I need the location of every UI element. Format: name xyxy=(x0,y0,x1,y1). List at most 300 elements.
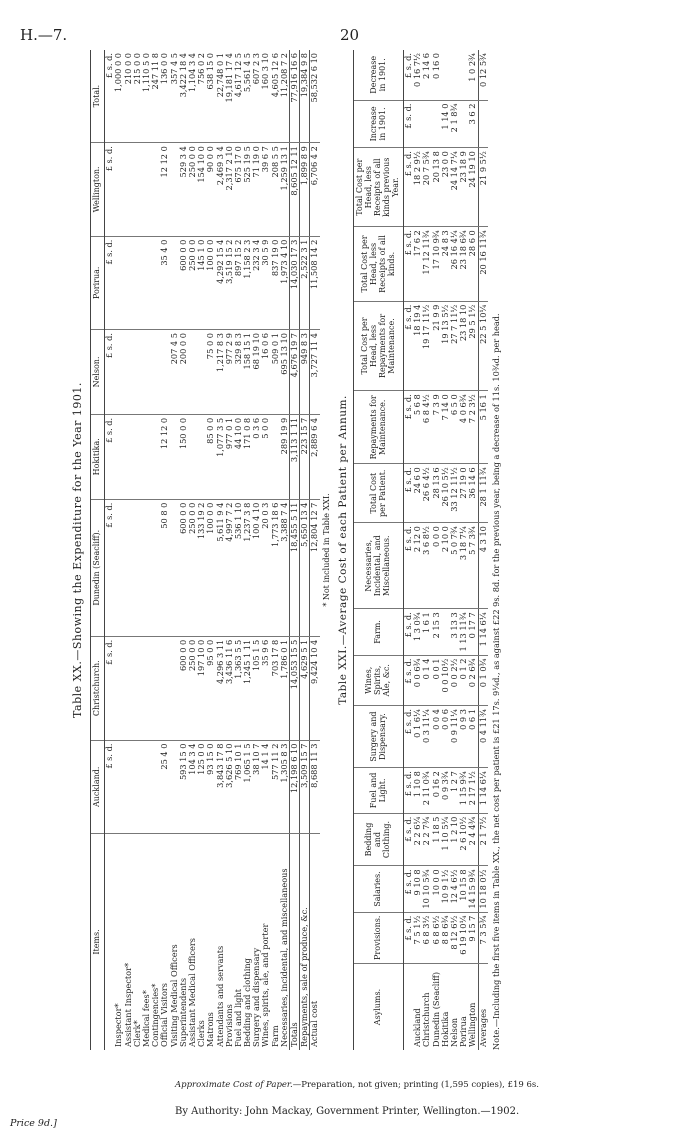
table20-row xyxy=(142,50,151,1050)
table21-cell: 0 9 3¾ xyxy=(441,768,450,813)
table20-cell xyxy=(114,330,123,415)
table20-actual-cell: 8,688 11 3 xyxy=(310,740,320,833)
table20-cell: 35 9 6 xyxy=(261,636,270,740)
table21-cell: Dunedin (Seacliff) xyxy=(430,971,441,1047)
table21-cell: 23 18 6¾ xyxy=(459,227,468,301)
table20-totals-cell: 4,676 19 7 xyxy=(290,330,300,415)
table20-cell xyxy=(142,330,151,415)
table21-cell: 20 7 5¾ xyxy=(422,148,431,227)
table20-row xyxy=(206,50,215,1050)
table20-totals-cell: Totals xyxy=(290,834,300,1051)
table20-cell xyxy=(188,330,197,415)
table21-averages-cell: 0 1 0¾ xyxy=(478,655,488,706)
table20-cell: 71 19 0 xyxy=(252,143,261,236)
table21-cell: 18 2 9½ xyxy=(413,148,422,227)
printer-authority: By Authority: John Mackay, Government Printer, Wellington.—1902. xyxy=(175,1106,520,1117)
table20-cell: 39 6 7 xyxy=(261,143,270,236)
table21-header: Total Cost per Head, less Repayments for Maintenance. xyxy=(354,301,404,391)
table21-averages-cell: 21 9 5½ xyxy=(478,148,488,227)
table21-cell: 21 9 9 xyxy=(432,301,441,391)
table20-row xyxy=(243,50,252,1050)
table21-cell: 0 0 1 xyxy=(432,655,441,706)
table20-cell: 1,077 3 5 xyxy=(216,414,225,499)
table21-cell: 3 18 7¼ xyxy=(459,523,468,609)
table21-row xyxy=(422,50,431,1050)
table20-cell: 593 15 0 xyxy=(179,740,188,833)
table21-cell: 0 16 7½ xyxy=(413,50,422,100)
table20-cell: 2,469 3 4 xyxy=(216,143,225,236)
table20-cell: 977 0 1 xyxy=(225,414,234,499)
table20-row xyxy=(160,50,169,1050)
table21-cell: Hokitika xyxy=(439,1011,450,1047)
table20-cell xyxy=(124,143,133,236)
table20-cell: 68 19 10 xyxy=(252,330,261,415)
table21-cell: 2 2 7¾ xyxy=(422,813,431,866)
table20-cell: 4,292 15 4 xyxy=(216,236,225,329)
table20-row xyxy=(188,50,197,1050)
table20-cell: Contingencies* xyxy=(150,983,161,1047)
table20-units-cell: £ s. d. xyxy=(105,636,115,740)
table21-row xyxy=(468,50,478,1050)
table20-repayments-cell: 949 8 3 xyxy=(300,330,310,415)
table20-actual-cell: Actual cost xyxy=(310,834,320,1051)
table20-cell: 1,158 2 3 xyxy=(243,236,252,329)
table20-cell: 1,973 4 10 xyxy=(280,236,290,329)
table20-cell: Superintendents xyxy=(177,977,188,1047)
table20-cell: 2,317 2 10 xyxy=(225,143,234,236)
table20-header: Wellington. xyxy=(91,143,105,236)
table20-cell xyxy=(133,740,142,833)
table20-repayments-cell: 4,629 5 1 xyxy=(300,636,310,740)
table21-cell: 1 15 9¾ xyxy=(459,768,468,813)
table20-cell xyxy=(124,740,133,833)
table21-cell: 6 8 4½ xyxy=(422,391,431,464)
table20-totals-row xyxy=(290,50,300,1050)
table20-cell: 4,617 12 5 xyxy=(234,50,243,143)
table20-cell: 20 0 3 xyxy=(261,499,270,636)
table21-cell: 0 6 1 xyxy=(468,706,478,768)
table20-totals-cell: 18,455 5 11 xyxy=(290,499,300,636)
table20-cell: 197 10 0 xyxy=(197,636,206,740)
table20-header: Items. xyxy=(91,834,105,1051)
table20-cell: 1,786 0 1 xyxy=(280,636,290,740)
table21-header: Repayments for Maintenance. xyxy=(354,391,404,464)
table21-cell: 1 0 2¾ xyxy=(468,50,478,100)
table21-averages-cell xyxy=(478,100,488,148)
table20-row xyxy=(216,50,225,1050)
table20-cell: 125 0 0 xyxy=(197,740,206,833)
table21-cell: 3 6 8½ xyxy=(422,523,431,609)
table20-units-cell: £ s. d. xyxy=(105,50,115,143)
table21-cell: 6 8 3½ xyxy=(422,912,431,963)
table21-cell: 2 10 0 xyxy=(441,523,450,609)
table20-cell: 90 0 0 xyxy=(206,143,215,236)
table20-cell xyxy=(142,143,151,236)
table20-cell: 703 17 8 xyxy=(271,636,280,740)
table20-cell: 85 0 0 xyxy=(206,414,215,499)
table20-cell: 607 2 3 xyxy=(252,50,261,143)
table21-cell: 1 3 0¾ xyxy=(413,609,422,655)
table20-cell: 210 0 0 xyxy=(124,50,133,143)
table20-cell: Bedding and clothing xyxy=(242,958,253,1047)
table20-footnote: * Not included in Table XXI. xyxy=(321,493,331,607)
table20-cell: 977 2 9 xyxy=(225,330,234,415)
table20-cell xyxy=(114,143,123,236)
table20-cell: 1,110 5 0 xyxy=(142,50,151,143)
table21-header: Total Cost per Head, less Receipts of all kinds. xyxy=(354,227,404,301)
table20-cell: 577 11 2 xyxy=(271,740,280,833)
table20-cell: 3,422 18 4 xyxy=(179,50,188,143)
table21-cell: 36 14 6 xyxy=(468,464,478,523)
table20-cell: Official Visitors xyxy=(159,983,170,1047)
table21-cell: 5 6 8 xyxy=(413,391,422,464)
table20-cell xyxy=(151,330,160,415)
table21-cell: 1 2 10 xyxy=(450,813,459,866)
table21-cell: 24 14 7¼ xyxy=(450,148,459,227)
table20-cell: 1,217 8 3 xyxy=(216,330,225,415)
approximate-cost-line xyxy=(175,1080,539,1090)
table20-cell xyxy=(133,236,142,329)
table21-cell: 0 16 0 xyxy=(432,50,441,100)
table21-header: Total Cost per Patient. xyxy=(354,464,404,523)
table20-totals-cell: 14,053 15 5 xyxy=(290,636,300,740)
table20-cell: 105 1 5 xyxy=(252,636,261,740)
table20-header: Nelson. xyxy=(91,330,105,415)
table21-cell: 26 16 4¼ xyxy=(450,227,459,301)
table20-title: Table XX.—Showing the Expenditure for the Year 1901. xyxy=(71,382,84,718)
table20-header: Hokitika. xyxy=(91,414,105,499)
table21-cell: 1 14 0 xyxy=(441,100,450,148)
table21-cell: 2 1 8¾ xyxy=(450,100,459,148)
table21-cell: 2 11 0¾ xyxy=(422,768,431,813)
table20-cell: 250 0 0 xyxy=(188,499,197,636)
table21-cell: 0 0 4 xyxy=(432,706,441,768)
table20-cell: 50 8 0 xyxy=(160,499,169,636)
table20-row xyxy=(197,50,206,1050)
table20-cell: 329 8 3 xyxy=(234,330,243,415)
table20-cell: 133 19 2 xyxy=(197,499,206,636)
table21-cell: 1 10 8 xyxy=(413,768,422,813)
table20-cell: 357 4 5 xyxy=(170,50,179,143)
table21-cell: 9 10 8 xyxy=(413,866,422,912)
table20-cell: 289 19 9 xyxy=(280,414,290,499)
table20-cell: Matrons xyxy=(205,1012,216,1047)
table21-averages-cell: 2 1 7½ xyxy=(478,813,488,866)
table20-header: Auckland. xyxy=(91,740,105,833)
table20-cell: 1,065 1 5 xyxy=(243,740,252,833)
table21-units-cell: £ s. d. xyxy=(404,227,414,301)
table20-cell xyxy=(142,499,151,636)
table20-actual-cell: 6,706 4 2 xyxy=(310,143,320,236)
table20-cell: 600 0 0 xyxy=(179,499,188,636)
table20-cell: 12 12 0 xyxy=(160,143,169,236)
table21-header: Asylums. xyxy=(354,964,404,1051)
table21-header: Wines, Spirits, Ale, &c. xyxy=(354,655,404,706)
table20-cell xyxy=(114,740,123,833)
table20-cell xyxy=(124,636,133,740)
table21-cell: 0 0 2½ xyxy=(450,655,459,706)
table21-averages-cell: 22 5 10¼ xyxy=(478,301,488,391)
table21-averages-cell: 7 3 5¾ xyxy=(478,912,488,963)
table21-units-cell: £ s. d. xyxy=(404,609,414,655)
table21-cell: Nelson xyxy=(448,1017,459,1047)
table21-cell: 0 0 0 xyxy=(432,523,441,609)
table20-cell: 171 0 8 xyxy=(243,414,252,499)
table20-totals-cell: 14,030 17 3 xyxy=(290,236,300,329)
table20-cell: 250 0 0 xyxy=(188,236,197,329)
table20-cell xyxy=(124,330,133,415)
table20-cell: 22,748 0 1 xyxy=(216,50,225,143)
table20-cell: Visiting Medical Officers xyxy=(168,944,179,1047)
table20-cell: 12 12 0 xyxy=(160,414,169,499)
table20-cell: 30 5 9 xyxy=(261,236,270,329)
table21-cell: 10 15 8 xyxy=(459,866,468,912)
table20-cell xyxy=(124,414,133,499)
table20-repayments-cell: 2,522 3 1 xyxy=(300,236,310,329)
table21-cell: 26 6 4½ xyxy=(422,464,431,523)
table21-averages-cell: 1 14 6¼ xyxy=(478,768,488,813)
table21-cell xyxy=(413,100,422,148)
table20-cell: 136 0 0 xyxy=(160,50,169,143)
table20-totals-cell: 3,113 1 11 xyxy=(290,414,300,499)
table20-cell: 675 17 0 xyxy=(234,143,243,236)
table20-cell: 3,388 7 4 xyxy=(280,499,290,636)
table20-header: Total. xyxy=(91,50,105,143)
table20-cell: 5,561 4 5 xyxy=(243,50,252,143)
table21-cell: 2 17 1½ xyxy=(468,768,478,813)
table21-cell: 10 10 5¾ xyxy=(422,866,431,912)
table20-repayments-cell: Repayments, sale of produce, &c. xyxy=(300,834,310,1051)
table20-cell xyxy=(142,236,151,329)
table20-cell: 1,363 5 5 xyxy=(234,636,243,740)
table20-repayments-cell: 1,899 8 9 xyxy=(300,143,310,236)
table20-cell: 232 3 4 xyxy=(252,236,261,329)
table20-cell: 35 4 0 xyxy=(160,236,169,329)
table21-cell: 2 12 0 xyxy=(413,523,422,609)
table20-cell: 1,000 0 0 xyxy=(114,50,123,143)
table20-cell xyxy=(114,636,123,740)
table20-cell: 250 0 0 xyxy=(188,143,197,236)
table21-cell: 2 6 10½ xyxy=(459,813,468,866)
table20-cell: 215 0 0 xyxy=(133,50,142,143)
table20-cell xyxy=(114,236,123,329)
table21-cell: 6 8 6½ xyxy=(432,912,441,963)
table21-cell: 8 12 6½ xyxy=(450,912,459,963)
table21-averages-cell: 5 16 1 xyxy=(478,391,488,464)
table21-cell: 0 1 4 xyxy=(422,655,431,706)
table21-cell: 7 2 3½ xyxy=(468,391,478,464)
table20-cell: 638 15 0 xyxy=(206,50,215,143)
table20-actual-cell: 3,727 11 4 xyxy=(310,330,320,415)
table21-cell: 0 0 6¾ xyxy=(413,655,422,706)
table21-averages-cell: 1 14 6¼ xyxy=(478,609,488,655)
series-number: H.—7. xyxy=(20,26,68,44)
table21-cell xyxy=(450,50,459,100)
table20-cell: 19,181 17 4 xyxy=(225,50,234,143)
table20-cell: Inspector* xyxy=(113,1003,124,1047)
approx-text: —Preparation, not given; printing (1,595 copies), £19 6s. xyxy=(292,1080,539,1090)
table21-averages-cell: 0 12 5¾ xyxy=(478,50,488,100)
table21-cell: 33 12 11½ xyxy=(450,464,459,523)
table20-cell: 3,626 5 10 xyxy=(225,740,234,833)
table20-row xyxy=(179,50,188,1050)
table20-cell: 1,773 18 6 xyxy=(271,499,280,636)
table20-row xyxy=(133,50,142,1050)
table20-cell xyxy=(133,330,142,415)
table21-cell: 0 9 3 xyxy=(459,706,468,768)
table20-cell: Fuel and light xyxy=(232,988,243,1047)
table21-cell: 0 17 7 xyxy=(468,609,478,655)
table20-cell: 769 10 1 xyxy=(234,740,243,833)
table20-units-cell: £ s. d. xyxy=(105,414,115,499)
table21-cell: 1 10 5¼ xyxy=(441,813,450,866)
table20-cell: 1,237 3 8 xyxy=(243,499,252,636)
table21-cell: 23 18 9 xyxy=(459,148,468,227)
table20-units-cell: £ s. d. xyxy=(105,499,115,636)
table20 xyxy=(90,50,319,1050)
table20-cell: 100 0 0 xyxy=(206,499,215,636)
table21-cell: 28 6 0 xyxy=(468,227,478,301)
table20-cell: 897 15 2 xyxy=(234,236,243,329)
table20-cell: 5 0 0 xyxy=(261,414,270,499)
table21-cell: 1 18 5 xyxy=(432,813,441,866)
table20-totals-cell: 8,605 12 11 xyxy=(290,143,300,236)
table21-header: Decrease in 1901. xyxy=(354,50,404,100)
table20-units-cell: £ s. d. xyxy=(105,330,115,415)
table21-units-cell: £ s. d. xyxy=(404,768,414,813)
table21-units-cell: £ s. d. xyxy=(404,523,414,609)
table21-cell: 27 7 11½ xyxy=(450,301,459,391)
table21-cell: 14 15 9¾ xyxy=(468,866,478,912)
table21-cell: 7 3 9 xyxy=(432,391,441,464)
table20-repayments-row xyxy=(300,50,310,1050)
table20-cell: 600 0 0 xyxy=(179,636,188,740)
table20-cell xyxy=(133,499,142,636)
table21-cell: 10 0 0 xyxy=(432,866,441,912)
table20-cell: 529 3 4 xyxy=(179,143,188,236)
table20-row xyxy=(252,50,261,1050)
table20-cell xyxy=(114,414,123,499)
table20-actual-row xyxy=(310,50,320,1050)
table20-units-cell: £ s. d. xyxy=(105,143,115,236)
table20-cell: 3,843 17 8 xyxy=(216,740,225,833)
table20-row xyxy=(170,50,179,1050)
table20-cell: 509 0 1 xyxy=(271,330,280,415)
table21-cell: 0 0 10½ xyxy=(441,655,450,706)
table21-cell xyxy=(441,50,450,100)
table20-repayments-cell: 223 15 7 xyxy=(300,414,310,499)
table21-cell: 19 17 11½ xyxy=(422,301,431,391)
table21-cell: 0 1 2 xyxy=(459,655,468,706)
table21-averages-row xyxy=(478,50,488,1050)
table20-repayments-cell: 5,650 13 4 xyxy=(300,499,310,636)
table20-cell: 145 1 0 xyxy=(197,236,206,329)
table20-cell: 158 15 1 xyxy=(243,330,252,415)
table20-cell xyxy=(142,740,151,833)
table21-note: Note.—Including the first five items in Table XX., the net cost per patient is £21 17s. 9¼d., as against £22 9s. 8d. for the previous year, being a decrease of 11s. 10¾d. per head. xyxy=(490,313,501,1050)
table21-averages-cell: 28 1 11¾ xyxy=(478,464,488,523)
rotated-tables xyxy=(70,50,682,1050)
table20-cell: 208 5 5 xyxy=(271,143,280,236)
table21-cell: Auckland xyxy=(412,1008,423,1047)
table20-cell xyxy=(142,636,151,740)
table20-repayments-cell: 3,509 15 7 xyxy=(300,740,310,833)
table21-cell: Christchurch xyxy=(421,992,432,1047)
table21-cell: 2 14 6 xyxy=(422,50,431,100)
table21-cell: 1 13 11¾ xyxy=(459,609,468,655)
price: Price 9d.] xyxy=(10,1118,57,1129)
table21-cell: 2 2 6¼ xyxy=(413,813,422,866)
table20-cell: Necessaries, incidental, and miscellaneous xyxy=(278,868,289,1047)
table20-cell: 5,611 9 4 xyxy=(216,499,225,636)
table20-totals-cell: 77,916 16 6 xyxy=(290,50,300,143)
table20-cell: Surgery and dispensary xyxy=(251,947,262,1047)
table21-cell: 8 8 6¾ xyxy=(441,912,450,963)
table20-cell: 1,245 1 11 xyxy=(243,636,252,740)
table21-cell: 23 0 0 xyxy=(441,148,450,227)
table20-header: Dunedin (Seacliff). xyxy=(91,499,105,636)
table21-cell: 17 6 2 xyxy=(413,227,422,301)
table20-cell xyxy=(133,143,142,236)
table20-cell: 104 3 4 xyxy=(188,740,197,833)
table20-cell: 600 0 0 xyxy=(179,236,188,329)
table21-units-cell: £ s. d. xyxy=(404,866,414,912)
approx-label: Approximate Cost of Paper. xyxy=(175,1080,293,1090)
table20-cell xyxy=(124,499,133,636)
table21-cell: 10 9 1½ xyxy=(441,866,450,912)
table20-cell: 0 3 6 xyxy=(252,414,261,499)
table21-cell: Wellington xyxy=(467,1002,478,1047)
table20-header: Porirua. xyxy=(91,236,105,329)
table21-averages-cell: 20 16 11¾ xyxy=(478,227,488,301)
table21-header: Farm. xyxy=(354,609,404,655)
table20-units-cell: £ s. d. xyxy=(105,236,115,329)
table20-actual-cell: 12,804 12 7 xyxy=(310,499,320,636)
table21-cell: 17 12 11¾ xyxy=(422,227,431,301)
table20-actual-cell: 9,424 10 4 xyxy=(310,636,320,740)
table21-units-cell: £ s. d. xyxy=(404,912,414,963)
table21-header: Surgery and Dispensary. xyxy=(354,706,404,768)
table20-cell: Clerks xyxy=(196,1020,207,1047)
table21-cell: 9 15 7 xyxy=(468,912,478,963)
table21-units-cell: £ s. d. xyxy=(404,464,414,523)
table21-cell: 26 10 5½ xyxy=(441,464,450,523)
table20-row xyxy=(151,50,160,1050)
table20-cell: 247 11 8 xyxy=(151,50,160,143)
table20-cell: 1,259 13 1 xyxy=(280,143,290,236)
table20-cell xyxy=(133,636,142,740)
table20-cell: 837 19 0 xyxy=(271,236,280,329)
table21-cell: 18 19 4 xyxy=(413,301,422,391)
table20-cell: 11,208 7 2 xyxy=(280,50,290,143)
table21-header: Salaries. xyxy=(354,866,404,912)
table21-averages-cell: 4 3 10 xyxy=(478,523,488,609)
table20-cell: 14 1 4 xyxy=(261,740,270,833)
table21-units-cell: £ s. d. xyxy=(404,655,414,706)
table20-cell: 200 0 0 xyxy=(179,330,188,415)
table20-row xyxy=(114,50,123,1050)
table21-cell: 0 16 2 xyxy=(432,768,441,813)
table21-units-cell: £ s. d. xyxy=(404,813,414,866)
table20-cell: Farm xyxy=(269,1025,280,1047)
table20-cell: 160 3 10 xyxy=(261,50,270,143)
table20-cell: 3,519 15 2 xyxy=(225,236,234,329)
table21-cell: 5 0 7¾ xyxy=(450,523,459,609)
table20-cell xyxy=(142,414,151,499)
table21-cell: 17 10 9¾ xyxy=(432,227,441,301)
table20-cell: 95 0 0 xyxy=(206,636,215,740)
table21-cell xyxy=(422,100,431,148)
